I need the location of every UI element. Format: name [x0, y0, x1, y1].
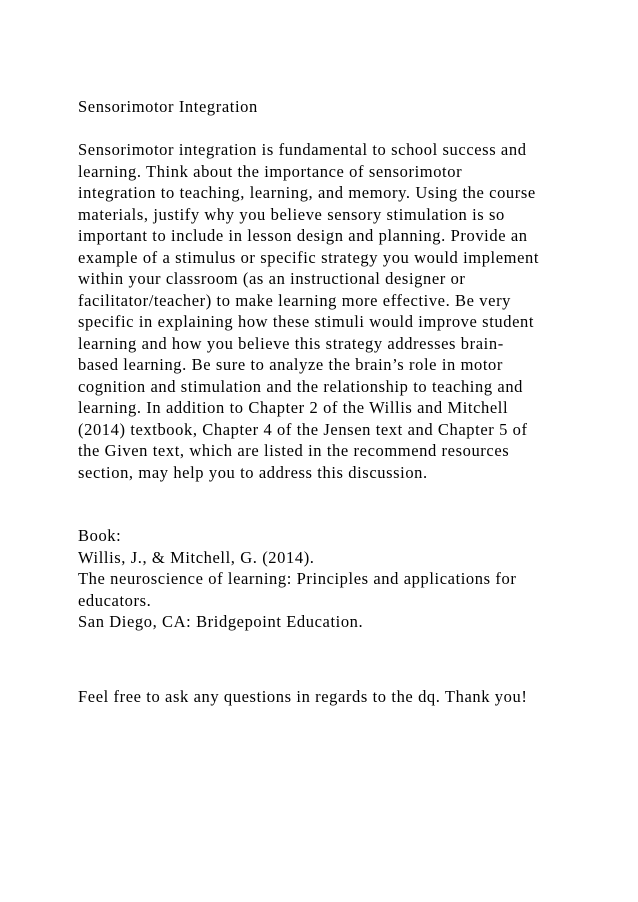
body-line: materials, justify why you believe sensory stimulation is so — [78, 204, 505, 224]
book-title-line: The neuroscience of learning: Principles and applications for — [78, 569, 517, 588]
body-line: based learning. Be sure to analyze the brain’s role in motor — [78, 355, 503, 374]
document-title: Sensorimotor Integration — [78, 97, 258, 116]
body-line: important to include in lesson design and planning. Provide an — [78, 226, 528, 245]
body-line: the Given text, which are listed in the recommend resources — [78, 441, 510, 460]
body-line: integration to teaching, learning, and memory. Using the course — [78, 183, 536, 202]
body-line: learning. In addition to Chapter 2 of the Willis and Mitchell — [78, 398, 509, 417]
body-line: (2014) textbook, Chapter 4 of the Jensen text and Chapter 5 of — [78, 419, 528, 439]
body-paragraph — [78, 139, 539, 483]
body-line: learning and how you believe this strategy addresses brain- — [78, 333, 504, 353]
body-line: learning. Think about the importance of sensorimotor — [78, 161, 463, 181]
book-title-line: educators. — [78, 590, 152, 610]
body-line: within your classroom (as an instructional designer or — [78, 269, 466, 288]
body-line: specific in explaining how these stimuli would improve student — [78, 312, 535, 331]
book-authors: Willis, J., & Mitchell, G. (2014). — [78, 547, 315, 567]
body-line: Sensorimotor integration is fundamental to school success and — [78, 140, 527, 159]
book-publisher: San Diego, CA: Bridgepoint Education. — [78, 612, 364, 631]
body-line: cognition and stimulation and the relationship to teaching and — [78, 376, 524, 396]
body-line: example of a stimulus or specific strategy you would implement — [78, 247, 540, 267]
body-line: facilitator/teacher) to make learning more effective. Be very — [78, 290, 512, 310]
book-label: Book: — [78, 526, 122, 545]
closing-note: Feel free to ask any questions in regards to the dq. Thank you! — [78, 687, 528, 706]
body-line: section, may help you to address this discussion. — [78, 462, 428, 482]
book-reference — [78, 525, 516, 633]
